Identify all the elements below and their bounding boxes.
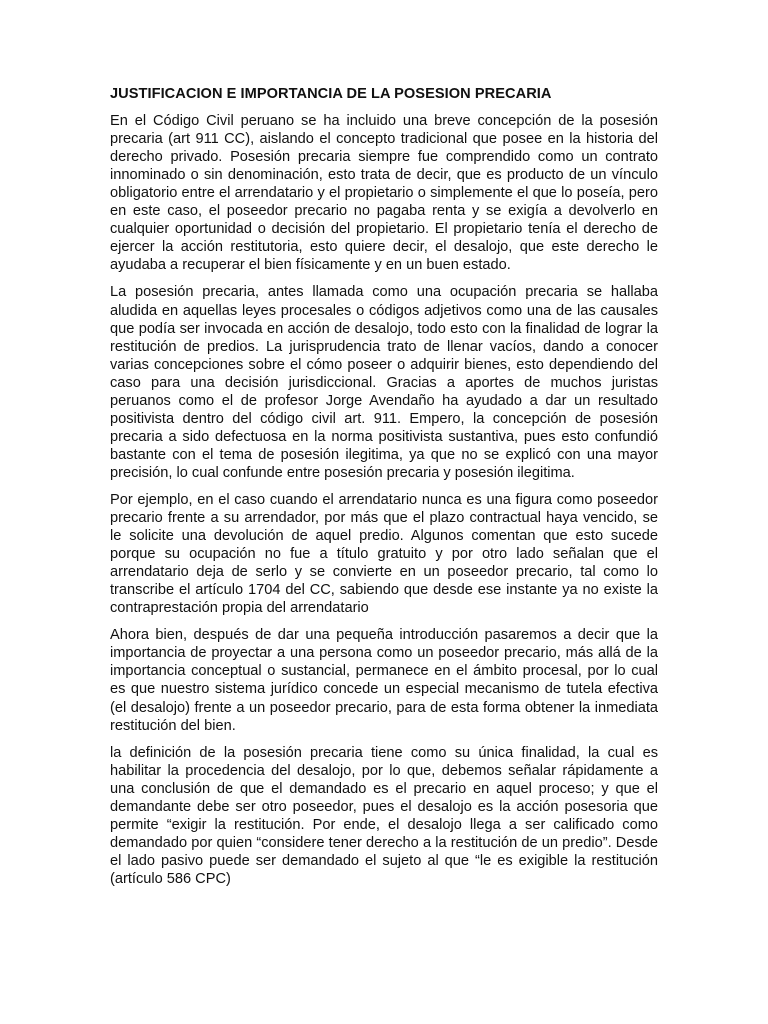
document-title: JUSTIFICACION E IMPORTANCIA DE LA POSESION PRECARIA [110,86,552,102]
paragraph-5: la definición de la posesión precaria tiene como su única finalidad, la cual es habilitar la procedencia del desalojo, por lo que, debemos señalar rápidamente a una conclusión de que el demandado es el precario en aquel proceso; y que el demandante debe ser otro poseedor, pues el desalojo es la acción posesoria que permite “exigir la restitución. Por ende, el desalojo llega a ser calificado como demandado por quien “considere tener derecho a la restitución de un predio”. Desde el lado pasivo puede ser demandado el sujeto al que “le es exigible la restitución (artículo 586 CPC) [110,744,658,887]
paragraph-2: La posesión precaria, antes llamada como una ocupación precaria se hallaba aludida en aquellas leyes procesales o códigos adjetivos como una de las causales que podía ser invocada en acción de desalojo, todo esto con la finalidad de lograr la restitución de predios. La jurisprudencia trato de llenar vacíos, dando a conocer varias concepciones sobre el cómo poseer o adquirir bienes, esto dependiendo del caso para una decisión jurisdiccional. Gracias a aportes de muchos juristas peruanos como el de profesor Jorge Avendaño ha ayudado a dar un resultado positivista dentro del código civil art. 911. Empero, la concepción de posesión precaria a sido defectuosa en la norma positivista sustantiva, pues esto confundió bastante con el tema de posesión ilegitima, ya que no se explicó con una mayor precisión, lo cual confunde entre posesión precaria y posesión ilegitima. [110,284,658,481]
paragraph-3: Por ejemplo, en el caso cuando el arrendatario nunca es una figura como poseedor precario frente a su arrendador, por más que el plazo contractual haya vencido, se le solicite una devolución de aquel predio. Algunos comentan que esto sucede porque su ocupación no fue a título gratuito y por otro lado señalan que el arrendatario deja de serlo y se convierte en un poseedor precario, tal como lo transcribe el artículo 1704 del CC, sabiendo que desde ese instante ya no existe la contraprestación propia del arrendatario [110,491,658,617]
paragraph-4: Ahora bien, después de dar una pequeña introducción pasaremos a decir que la importancia de proyectar a una persona como un poseedor precario, más allá de la importancia conceptual o sustancial, permanece en el ámbito procesal, por lo cual es que nuestro sistema jurídico concede un especial mecanismo de tutela efectiva (el desalojo) frente a un poseedor precario, para de esta forma obtener la inmediata restitución del bien. [110,627,658,734]
paragraph-1: En el Código Civil peruano se ha incluido una breve concepción de la posesión precaria (art 911 CC), aislando el concepto tradicional que posee en la historia del derecho privado. Posesión precaria siempre fue comprendido como un contrato innominado o sin denominación, esto trata de decir, que es producto de un vínculo obligatorio entre el arrendatario y el propietario o simplemente el que lo poseía, pero en este caso, el poseedor precario no pagaba renta y se exigía a devolverlo en cualquier oportunidad o decisión del propietario. El propietario tenía el derecho de ejercer la acción restitutoria, esto quiere decir, el desalojo, que este derecho le ayudaba a recuperar el bien físicamente y en un buen estado. [110,113,658,274]
document-page [110,85,658,897]
